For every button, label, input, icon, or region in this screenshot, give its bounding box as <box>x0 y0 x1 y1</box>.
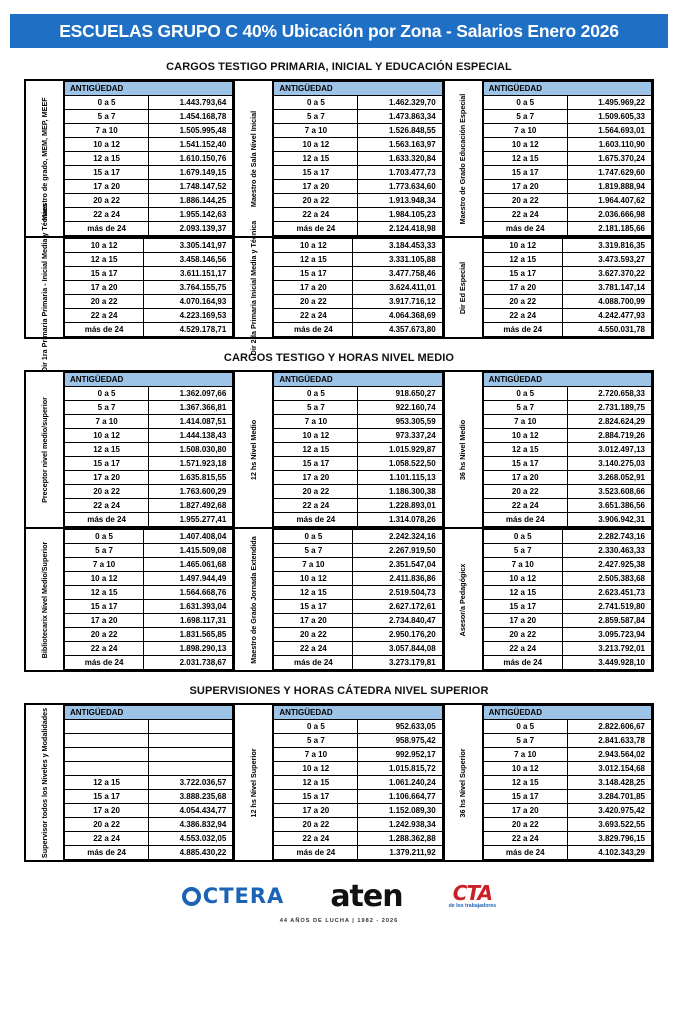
table-row: 15 a 17 3.627.370,22 <box>483 267 651 281</box>
table-row: 7 a 10 2.351.547,04 <box>274 558 442 572</box>
table-row: 12 a 15 1.633.320,84 <box>274 152 442 166</box>
table-row: 22 a 24 1.984.105,23 <box>274 208 442 222</box>
table-maestro-sala-inicial <box>273 81 442 236</box>
table-row: más de 24 2.124.418,98 <box>274 222 442 236</box>
col-header-antiguedad: ANTIGÜEDAD <box>274 82 442 96</box>
table-row: 20 a 22 1.964.407,62 <box>483 194 651 208</box>
table-row: 10 a 12 973.337,24 <box>274 429 442 443</box>
table-row: 17 a 20 1.748.147,52 <box>65 180 233 194</box>
table-row: 22 a 24 2.036.666,98 <box>483 208 651 222</box>
col-header-antiguedad: ANTIGÜEDAD <box>483 82 651 96</box>
table-row: 12 a 15 3.458.146,56 <box>65 253 233 267</box>
table-row: 12 a 15 1.015.929,87 <box>274 443 442 457</box>
table-row: 12 a 15 3.331.105,88 <box>274 253 442 267</box>
table-row: más de 24 3.906.942,31 <box>483 513 651 527</box>
table-row: 5 a 7 2.267.919,50 <box>274 544 442 558</box>
table-row: 5 a 7 922.160,74 <box>274 401 442 415</box>
table-row: más de 24 2.031.738,67 <box>65 656 233 670</box>
table-row: 7 a 10 1.564.693,01 <box>483 124 651 138</box>
table-row: 15 a 17 2.627.172,61 <box>274 600 442 614</box>
table-row: 5 a 7 2.731.189,75 <box>483 401 651 415</box>
table-row: 7 a 10 1.465.061,68 <box>65 558 233 572</box>
table-block-superior <box>24 703 654 862</box>
table-row: 15 a 17 1.106.664,77 <box>274 790 442 804</box>
table-row: 22 a 24 1.228.893,01 <box>274 499 442 513</box>
table-row: 15 a 17 1.679.149,15 <box>65 166 233 180</box>
table-row: 10 a 12 3.319.816,35 <box>483 239 651 253</box>
table-row: 15 a 17 3.284.701,85 <box>483 790 651 804</box>
table-row <box>65 734 233 748</box>
table-row: 20 a 22 1.831.565,85 <box>65 628 233 642</box>
table-row: 5 a 7 2.841.633,78 <box>483 734 651 748</box>
col-header-antiguedad: ANTIGÜEDAD <box>65 706 233 720</box>
table-row: más de 24 4.550.031,78 <box>483 323 651 337</box>
row-label-dir-1ra: Dir 1ra Primaria Primaria - Inicial Media y Técnica <box>26 238 64 337</box>
table-row: más de 24 4.529.178,71 <box>65 323 233 337</box>
table-block-medio-cargos <box>24 370 654 529</box>
table-row: 10 a 12 3.012.154,68 <box>483 762 651 776</box>
table-row: 22 a 24 3.829.796,15 <box>483 832 651 846</box>
table-row: 12 a 15 1.061.240,24 <box>274 776 442 790</box>
table-row: 10 a 12 1.497.944,49 <box>65 572 233 586</box>
col-group-12hs-medio <box>233 372 442 527</box>
table-row: 7 a 10 992.952,17 <box>274 748 442 762</box>
table-row: 0 a 5 2.282.743,16 <box>483 530 651 544</box>
table-row: 17 a 20 2.859.587,84 <box>483 614 651 628</box>
footer-note: 44 AÑOS DE LUCHA | 1982 - 2026 <box>279 918 399 924</box>
table-row: 5 a 7 1.367.366,81 <box>65 401 233 415</box>
table-row: 12 a 15 3.473.593,27 <box>483 253 651 267</box>
col-group-36hs-superior <box>443 705 652 860</box>
table-12hs-superior <box>273 705 442 860</box>
table-row: 12 a 15 3.148.428,25 <box>483 776 651 790</box>
table-row: 20 a 22 4.070.164,93 <box>65 295 233 309</box>
table-row: 22 a 24 4.242.477,93 <box>483 309 651 323</box>
table-row: 5 a 7 1.454.168,78 <box>65 110 233 124</box>
col-group-dir-especial <box>443 238 652 337</box>
table-row: 12 a 15 1.610.150,76 <box>65 152 233 166</box>
table-row: 12 a 15 1.675.370,24 <box>483 152 651 166</box>
section-title-superior: SUPERVISIONES Y HORAS CÁTEDRA NIVEL SUPERIOR <box>189 685 489 697</box>
table-dir-1ra <box>64 238 233 337</box>
table-row: 17 a 20 1.152.089,30 <box>274 804 442 818</box>
table-row: 22 a 24 4.223.169,53 <box>65 309 233 323</box>
table-row: 22 a 24 4.064.368,69 <box>274 309 442 323</box>
row-label-36hs-superior: 36 hs Nivel Superior <box>445 705 483 860</box>
ctera-logo-text: CTERA <box>202 884 285 908</box>
col-header-antiguedad: ANTIGÜEDAD <box>483 373 651 387</box>
table-row: 12 a 15 2.519.504,73 <box>274 586 442 600</box>
table-row: 22 a 24 1.288.362,88 <box>274 832 442 846</box>
cta-logo-text: CTA <box>452 880 493 905</box>
table-row: 20 a 22 1.242.938,34 <box>274 818 442 832</box>
table-row <box>65 720 233 734</box>
table-row: más de 24 4.885.430,22 <box>65 846 233 860</box>
section-title-primaria: CARGOS TESTIGO PRIMARIA, INICIAL Y EDUCACIÓN ESPECIAL <box>166 61 512 73</box>
col-group-maestro-sala-inicial <box>233 81 442 236</box>
table-row: 7 a 10 2.427.925,38 <box>483 558 651 572</box>
col-header-antiguedad: ANTIGÜEDAD <box>483 706 651 720</box>
table-row: 15 a 17 1.571.923,18 <box>65 457 233 471</box>
table-block-primaria-cargos <box>24 79 654 238</box>
table-row: 20 a 22 3.917.716,12 <box>274 295 442 309</box>
table-row: 17 a 20 3.624.411,01 <box>274 281 442 295</box>
table-row: 17 a 20 3.268.052,91 <box>483 471 651 485</box>
table-row: 7 a 10 2.824.624,29 <box>483 415 651 429</box>
table-row: más de 24 1.955.277,41 <box>65 513 233 527</box>
table-row: 17 a 20 1.635.815,55 <box>65 471 233 485</box>
table-row: 22 a 24 1.955.142,63 <box>65 208 233 222</box>
col-group-jornada-extendida <box>233 529 442 670</box>
table-row: 15 a 17 3.140.275,03 <box>483 457 651 471</box>
table-preceptor <box>64 372 233 527</box>
table-row <box>65 748 233 762</box>
row-label-supervisor: Supervisor todos los Niveles y Modalidades <box>26 705 64 860</box>
table-row: 7 a 10 2.943.564,02 <box>483 748 651 762</box>
table-row: 17 a 20 1.819.888,94 <box>483 180 651 194</box>
row-label-36hs-medio: 36 hs Nivel Medio <box>445 372 483 527</box>
table-block-medio-otros <box>24 529 654 672</box>
table-row: 10 a 12 1.444.138,43 <box>65 429 233 443</box>
table-12hs-medio <box>273 372 442 527</box>
table-maestro-especial <box>483 81 652 236</box>
table-row: 20 a 22 1.763.600,29 <box>65 485 233 499</box>
table-bibliotecarix <box>64 529 233 670</box>
table-row: más de 24 4.357.673,80 <box>274 323 442 337</box>
table-row: 7 a 10 1.526.848,55 <box>274 124 442 138</box>
table-row: 0 a 5 2.720.658,33 <box>483 387 651 401</box>
table-row: más de 24 2.093.139,37 <box>65 222 233 236</box>
col-header-antiguedad: ANTIGÜEDAD <box>274 373 442 387</box>
row-label-bibliotecarix: Bibliotecarix Nivel Medio/Superior <box>26 529 64 670</box>
ctera-logo <box>182 884 285 908</box>
table-row: 10 a 12 1.541.152,40 <box>65 138 233 152</box>
table-supervisor <box>64 705 233 860</box>
table-row: 0 a 5 918.650,27 <box>274 387 442 401</box>
col-header-antiguedad: ANTIGÜEDAD <box>274 706 442 720</box>
table-row: 10 a 12 1.563.163,97 <box>274 138 442 152</box>
document-header <box>10 14 668 48</box>
table-jornada-extendida <box>273 529 442 670</box>
table-row: 17 a 20 2.734.840,47 <box>274 614 442 628</box>
table-row: 22 a 24 3.651.386,56 <box>483 499 651 513</box>
table-row: 0 a 5 2.822.606,67 <box>483 720 651 734</box>
col-group-preceptor <box>26 372 233 527</box>
table-row: 12 a 15 3.722.036,57 <box>65 776 233 790</box>
table-row: 0 a 5 1.407.408,04 <box>65 530 233 544</box>
section-superior <box>0 685 678 862</box>
table-row: 12 a 15 1.508.030,80 <box>65 443 233 457</box>
col-group-maestro-especial <box>443 81 652 236</box>
col-group-36hs-medio <box>443 372 652 527</box>
table-36hs-superior <box>483 705 652 860</box>
table-row: 17 a 20 3.420.975,42 <box>483 804 651 818</box>
table-row: 15 a 17 3.477.758,46 <box>274 267 442 281</box>
table-row: 7 a 10 1.414.087,51 <box>65 415 233 429</box>
table-row: 12 a 15 3.012.497,13 <box>483 443 651 457</box>
cta-logo-subtext: de los trabajadores <box>448 902 497 909</box>
table-row: 20 a 22 1.186.300,38 <box>274 485 442 499</box>
table-row: 22 a 24 3.213.792,01 <box>483 642 651 656</box>
table-row: 10 a 12 1.015.815,72 <box>274 762 442 776</box>
table-dir-2da <box>273 238 442 337</box>
cta-logo <box>448 880 497 909</box>
col-group-maestro-grado <box>26 81 233 236</box>
table-row: 20 a 22 4.088.700,99 <box>483 295 651 309</box>
table-row: 10 a 12 2.505.383,68 <box>483 572 651 586</box>
row-label-asesor-pedagogicx: Asesor/a Pedagógicx <box>445 529 483 670</box>
table-row: 15 a 17 1.058.522,50 <box>274 457 442 471</box>
table-row: 17 a 20 3.781.147,14 <box>483 281 651 295</box>
table-row: 0 a 5 1.462.329,70 <box>274 96 442 110</box>
table-row: 0 a 5 1.362.097,66 <box>65 387 233 401</box>
table-row <box>65 762 233 776</box>
table-row: más de 24 1.379.211,92 <box>274 846 442 860</box>
row-label-maestro-grado: Maestro de grado, MEM, MEP, MEEF <box>26 81 64 236</box>
table-row: 22 a 24 1.898.290,13 <box>65 642 233 656</box>
table-row: 0 a 5 1.495.969,22 <box>483 96 651 110</box>
table-maestro-grado <box>64 81 233 236</box>
table-row: más de 24 2.181.185,66 <box>483 222 651 236</box>
table-row: 5 a 7 2.330.463,33 <box>483 544 651 558</box>
table-row: 20 a 22 3.523.608,66 <box>483 485 651 499</box>
table-row: 17 a 20 4.054.434,77 <box>65 804 233 818</box>
table-row: más de 24 1.314.078,26 <box>274 513 442 527</box>
table-row: 5 a 7 1.473.863,34 <box>274 110 442 124</box>
table-row: 20 a 22 1.886.144,25 <box>65 194 233 208</box>
table-row: 15 a 17 1.631.393,04 <box>65 600 233 614</box>
footer-logos <box>0 878 678 914</box>
row-label-dir-2da: Dir 2da Primaria Inicial Media y Técnica <box>235 238 273 337</box>
table-row: 7 a 10 1.505.995,48 <box>65 124 233 138</box>
table-row: 20 a 22 3.095.723,94 <box>483 628 651 642</box>
row-label-jornada-extendida: Maestro de Grado Jornada Extendida <box>235 529 273 670</box>
col-header-antiguedad: ANTIGÜEDAD <box>65 373 233 387</box>
col-group-12hs-superior <box>233 705 442 860</box>
table-row: 15 a 17 3.611.151,17 <box>65 267 233 281</box>
section-medio <box>0 352 678 672</box>
row-label-12hs-medio: 12 hs Nivel Medio <box>235 372 273 527</box>
table-row: 0 a 5 1.443.793,64 <box>65 96 233 110</box>
table-row: 15 a 17 3.888.235,68 <box>65 790 233 804</box>
col-group-asesor-pedagogicx <box>443 529 652 670</box>
table-row: 10 a 12 2.411.836,86 <box>274 572 442 586</box>
section-title-medio: CARGOS TESTIGO Y HORAS NIVEL MEDIO <box>223 352 455 364</box>
table-asesor-pedagogicx <box>483 529 652 670</box>
table-row: 7 a 10 953.305,59 <box>274 415 442 429</box>
table-row: 17 a 20 1.698.117,31 <box>65 614 233 628</box>
table-row: 12 a 15 1.564.668,76 <box>65 586 233 600</box>
row-label-maestro-especial: Maestro de Grado Educación Especial <box>445 81 483 236</box>
table-row: 10 a 12 1.603.110,90 <box>483 138 651 152</box>
ctera-ring-icon <box>182 887 201 906</box>
table-row: más de 24 3.449.928,10 <box>483 656 651 670</box>
table-row: 0 a 5 2.242.324,16 <box>274 530 442 544</box>
table-row: 22 a 24 4.553.032,05 <box>65 832 233 846</box>
row-label-preceptor: Preceptor nivel medio/superior <box>26 372 64 527</box>
table-row: 15 a 17 1.703.477,73 <box>274 166 442 180</box>
table-row: 20 a 22 1.913.948,34 <box>274 194 442 208</box>
table-row: 20 a 22 3.693.522,55 <box>483 818 651 832</box>
row-label-dir-especial: Dir Ed Especial <box>445 238 483 337</box>
table-row: 5 a 7 1.415.509,08 <box>65 544 233 558</box>
table-row: más de 24 4.102.343,29 <box>483 846 651 860</box>
table-row: 22 a 24 3.057.844,08 <box>274 642 442 656</box>
table-36hs-medio <box>483 372 652 527</box>
table-row: 17 a 20 1.101.115,13 <box>274 471 442 485</box>
col-header-antiguedad: ANTIGÜEDAD <box>65 82 233 96</box>
table-row: 17 a 20 1.773.634,60 <box>274 180 442 194</box>
table-row: 20 a 22 4.386.832,94 <box>65 818 233 832</box>
table-row: más de 24 3.273.179,81 <box>274 656 442 670</box>
table-row: 10 a 12 2.884.719,26 <box>483 429 651 443</box>
table-row: 0 a 5 952.633,05 <box>274 720 442 734</box>
table-row: 17 a 20 3.764.155,75 <box>65 281 233 295</box>
col-group-bibliotecarix <box>26 529 233 670</box>
table-row: 5 a 7 1.509.605,33 <box>483 110 651 124</box>
table-dir-especial <box>483 238 652 337</box>
table-row: 12 a 15 2.623.451,73 <box>483 586 651 600</box>
table-row: 10 a 12 3.305.141,97 <box>65 239 233 253</box>
table-row: 22 a 24 1.827.492,68 <box>65 499 233 513</box>
col-group-supervisor <box>26 705 233 860</box>
table-row: 10 a 12 3.184.453,33 <box>274 239 442 253</box>
table-row: 5 a 7 958.975,42 <box>274 734 442 748</box>
row-label-maestro-sala-inicial: Maestro de Sala Nivel Inicial <box>235 81 273 236</box>
table-row: 15 a 17 1.747.629,60 <box>483 166 651 180</box>
aten-logo: aten <box>330 878 403 914</box>
row-label-12hs-superior: 12 hs Nivel Superior <box>235 705 273 860</box>
table-row: 15 a 17 2.741.519,80 <box>483 600 651 614</box>
table-row: 20 a 22 2.950.176,20 <box>274 628 442 642</box>
page-title: ESCUELAS GRUPO C 40% Ubicación por Zona - Salarios Enero 2026 <box>59 20 619 41</box>
